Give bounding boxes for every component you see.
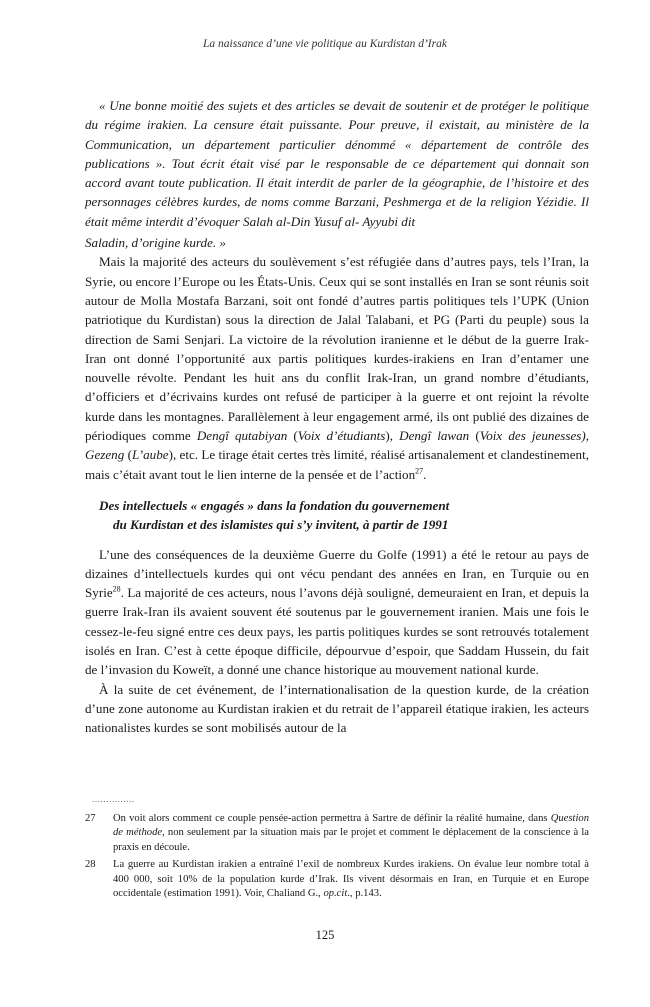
footnote-text-part: ., p.143. [347, 888, 382, 900]
footnote-ref-27[interactable]: 27 [415, 466, 424, 476]
footnotes [85, 812, 589, 904]
paragraph-gulf-war [85, 545, 589, 680]
footnote-text-part: , non seulement par la situation mais par le projet et comment le déplacement de la conscience à la praxis en découle. [113, 827, 589, 853]
footnote-text-part: La guerre au Kurdistan irakien a entraîné l’exil de nombreux Kurdes irakiens. On évalue leur nombre total à 400 000, soit 10% de la population kurde d’Irak. Ils vivent désormais en Iran, en Turquie et en Europe occidentale (estimation 1991). Voir, Chaliand G., [113, 859, 589, 900]
paragraph-text: Mais la majorité des acteurs du soulèvement s’est réfugiée dans d’autres pays, tels l’Iran, la Syrie, ou encore l’Europe ou les États-Unis. Ceux qui se sont installés en Iran se sont réunis soit autour de Molla Mostafa Barzani, soit ont fondé d’autres partis politiques tels l’UPK (Union patriotique du Kurdistan) sous la direction de Jalal Talabani, et PG (Parti du peuple) sous la direction de Sami Senjari. La victoire de la révolution iranienne et le début de la guerre Irak-Iran ont donné l’opportunité aux partis politiques kurdes-irakiens en Iran d’entamer une nouvelle révolte. Pendant les huit ans du conflit Irak-Iran, un grand nombre d’étudiants, d’officiers et d’écrivains kurdes ont refusé de participer à la guerre et ont rejoint la révolte kurde dans les montagnes. Parallèlement à leur engagement armé, ils ont publié des dizaines de périodiques comme [85, 254, 589, 444]
periodical-title: Dengî lawan [399, 428, 470, 444]
paragraph-text: ), etc. Le tirage était certes très limité, réalisé artisanalement et clandestinement, mais c’était avant tout le lien interne de la pensée et de l’action [85, 447, 589, 482]
footnote-ref-28[interactable]: 28 [112, 584, 121, 594]
footnote-number: 27 [85, 813, 96, 824]
body-text [85, 96, 589, 738]
running-head: La naissance d’une vie politique au Kurdistan d’Irak [203, 38, 447, 50]
paragraph-text: ), [385, 428, 400, 444]
paragraph-text: . La majorité de ces acteurs, nous l’avons déjà souligné, demeuraient en Iran, et depuis la guerre Irak-Iran ils avaient souvent été soutenus par le gouvernement iranien. Mais une fois le cessez-le-feu signé entre ces deux pays, les partis politiques kurdes se sont retrouvés totalement isolés en Iran. C’est à cette époque difficile, dépourvue d’espoir, que Saddam Hussein, du fait de l’invasion du Koweït, a donné une chance historique au mouvement national kurde. [85, 585, 589, 678]
footnote-text [113, 858, 589, 901]
periodical-translation: Voix des jeunesses), Gezeng [85, 428, 589, 463]
paragraph-text: . [423, 466, 427, 482]
footnote-number: 28 [85, 859, 96, 871]
periodical-translation: L’aube [131, 447, 169, 463]
paragraph-text: L’une des conséquences de la deuxième Guerre du Golfe (1991) a été le retour au pays de dizaines d’intellectuels kurdes qui ont vécu pendant des années en Iran, en Turquie ou en Syrie [85, 546, 589, 601]
footnote-separator: ............... [92, 794, 135, 804]
block-quote: « Une bonne moitié des sujets et des articles se devait de soutenir et de protéger le politique du régime irakien. La censure était puissante. Pour preuve, il existait, au ministère de la Communication, un département particulier dénommé « département de contrôle des publications ». Tout écrit était visé par le responsable de ce département qui donnait son accord avant toute publication. Il était interdit de parler de la géographie, de l’histoire et des personnages célèbres kurdes, de noms comme Barzani, Peshmerga et de la religion Yézidie. Il était même interdit d’évoquer Salah al-Din Yusuf al- Ayyubi dit [85, 98, 589, 229]
periodical-translation: Voix d’étudiants [297, 428, 386, 444]
section-heading [85, 496, 589, 535]
footnote-27 [85, 812, 589, 855]
paragraph-text: ( [124, 447, 132, 463]
page-number: 125 [315, 928, 335, 942]
footnote-work-title: Question de méthode [113, 813, 589, 839]
paragraph-text: ( [287, 428, 298, 444]
footnote-text [113, 812, 589, 855]
paragraph-autonomy: À la suite de cet événement, de l’internationalisation de la question kurde, de la création d’une zone autonome au Kurdistan irakien et du retrait de l’appareil étatique irakien, les acteurs nationalistes kurdes se sont mobilisés autour de la [85, 681, 589, 736]
periodical-title: Dengî qutabiyan [196, 428, 288, 444]
section-heading-line: du Kurdistan et des islamistes qui s’y invitent, à partir de 1991 [113, 517, 449, 533]
section-heading-line: Des intellectuels « engagés » dans la fondation du gouvernement [99, 497, 450, 513]
paragraph-refugees [85, 252, 589, 484]
footnote-28 [85, 858, 589, 901]
block-quote-end: Saladin, d’origine kurde. » [85, 235, 226, 251]
footnote-text-part: On voit alors comment ce couple pensée-action permettra à Sartre de définir la réalité humaine, dans [113, 813, 551, 824]
paragraph-text: ( [469, 428, 480, 444]
footnote-citation: op.cit [323, 888, 348, 900]
